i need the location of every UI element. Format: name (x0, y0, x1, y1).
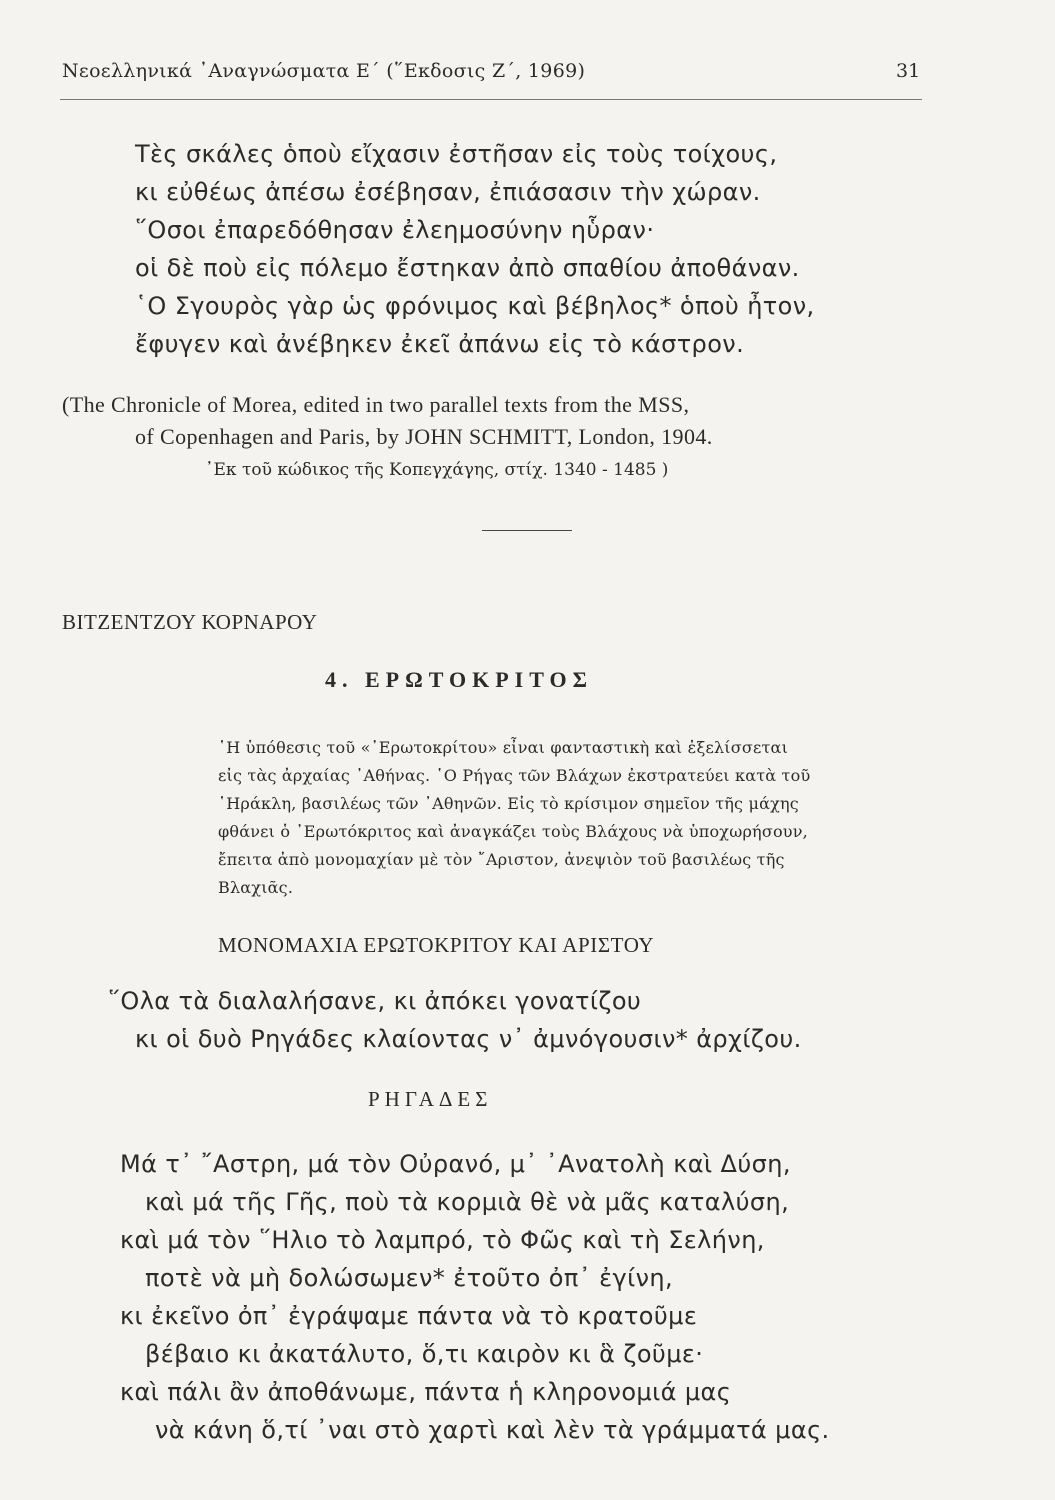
summary-line: Βλαχιᾶς. (218, 878, 294, 897)
oath-verse: νὰ κάνη ὅ,τί ᾿ναι στὸ χαρτὶ καὶ λὲν τὰ γράμματά μας. (155, 1416, 830, 1444)
summary-line: εἰς τὰς ἀρχαίας ᾿Αθήνας. ῾Ο Ρήγας τῶν Βλάχων ἐκστρατεύει κατὰ τοῦ (218, 766, 811, 785)
summary-line: φθάνει ὁ ᾿Ερωτόκριτος καὶ ἀναγκάζει τοὺς Βλάχους νὰ ὑποχωρήσουν, (218, 822, 808, 841)
oath-verse: Μά τ᾿ ῎Αστρη, μά τὸν Οὐρανό, μ᾿ ᾿Ανατολὴ καὶ Δύση, (120, 1150, 791, 1178)
oath-verse: κι ἐκεῖνο ὀπ᾿ ἐγράψαμε πάντα νὰ τὸ κρατοῦμε (120, 1302, 698, 1330)
oath-verse: καὶ πάλι ἂν ἀποθάνωμε, πάντα ἡ κληρονομιά μας (120, 1378, 732, 1406)
header-rule (60, 99, 922, 100)
oath-verse: καὶ μά τὸν ῞Ηλιο τὸ λαμπρό, τὸ Φῶς καὶ τὴ Σελήνη, (120, 1226, 765, 1254)
running-header: Νεοελληνικά ᾿Αναγνώσματα Ε΄ (῞Εκδοσις Ζ΄, 1969) (62, 60, 586, 82)
section-divider (482, 530, 572, 531)
oath-verse: βέβαιο κι ἀκατάλυτο, ὅ,τι καιρὸν κι ἃ ζοῦμε· (145, 1340, 704, 1368)
summary-line: ῾Η ὑπόθεσις τοῦ «᾿Ερωτοκρίτου» εἶναι φανταστικὴ καὶ ἐξελίσσεται (218, 738, 789, 757)
page-number: 31 (896, 60, 921, 82)
summary-line: ἔπειτα ἀπὸ μονομαχίαν μὲ τὸν ῎Αριστον, ἀνεψιὸν τοῦ βασιλέως τῆς (218, 850, 785, 869)
chronicle-verse: κι εὐθέως ἀπέσω ἐσέβησαν, ἐπιάσασιν τὴν χώραν. (135, 178, 761, 206)
intro-verse: ῞Ολα τὰ διαλαλήσανε, κι ἀπόκει γονατίζου (108, 987, 642, 1015)
source-citation: ᾿Εκ τοῦ κώδικος τῆς Κοπεγχάγης, στίχ. 1340 - 1485 ) (205, 460, 669, 480)
oath-verse: καὶ μά τῆς Γῆς, ποὺ τὰ κορμιὰ θὲ νὰ μᾶς καταλύση, (145, 1188, 790, 1216)
chronicle-verse: ἔφυγεν καὶ ἀνέβηκεν ἐκεῖ ἀπάνω εἰς τὸ κάστρον. (135, 330, 745, 358)
speaker-heading: ΡΗΓΑΔΕΣ (368, 1087, 493, 1111)
section-title: ΜΟΝΟΜΑΧΙΑ ΕΡΩΤΟΚΡΙΤΟΥ ΚΑΙ ΑΡΙΣΤΟΥ (218, 933, 655, 957)
author-name: ΒΙΤΖΕΝΤΖΟΥ ΚΟΡΝΑΡΟΥ (62, 610, 318, 634)
source-citation: (The Chronicle of Morea, edited in two parallel texts from the MSS, (62, 392, 690, 417)
intro-verse: κι οἱ δυὸ Ρηγάδες κλαίοντας ν᾿ ἀμνόγουσιν* ἀρχίζου. (135, 1025, 802, 1053)
source-citation: of Copenhagen and Paris, by JOHN SCHMITT, London, 1904. (135, 424, 713, 449)
chronicle-verse: ῾Ο Σγουρὸς γὰρ ὡς φρόνιμος καὶ βέβηλος* ὁποὺ ἦτον, (135, 292, 815, 320)
chronicle-verse: οἱ δὲ ποὺ εἰς πόλεμο ἔστηκαν ἀπὸ σπαθίου ἀποθάναν. (135, 254, 800, 282)
chronicle-verse: Τὲς σκάλες ὁποὺ εἴχασιν ἐστῆσαν εἰς τοὺς τοίχους, (135, 140, 778, 168)
oath-verse: ποτὲ νὰ μὴ δολώσωμεν* ἐτοῦτο ὀπ᾿ ἐγίνη, (145, 1264, 674, 1292)
chapter-title: 4. ΕΡΩΤΟΚΡΙΤΟΣ (325, 667, 594, 692)
summary-line: ῾Ηράκλη, βασιλέως τῶν ᾿Αθηνῶν. Εἰς τὸ κρίσιμον σημεῖον τῆς μάχης (218, 794, 799, 813)
chronicle-verse: ῞Οσοι ἐπαρεδόθησαν ἐλεημοσύνην ηὗραν· (135, 216, 655, 244)
